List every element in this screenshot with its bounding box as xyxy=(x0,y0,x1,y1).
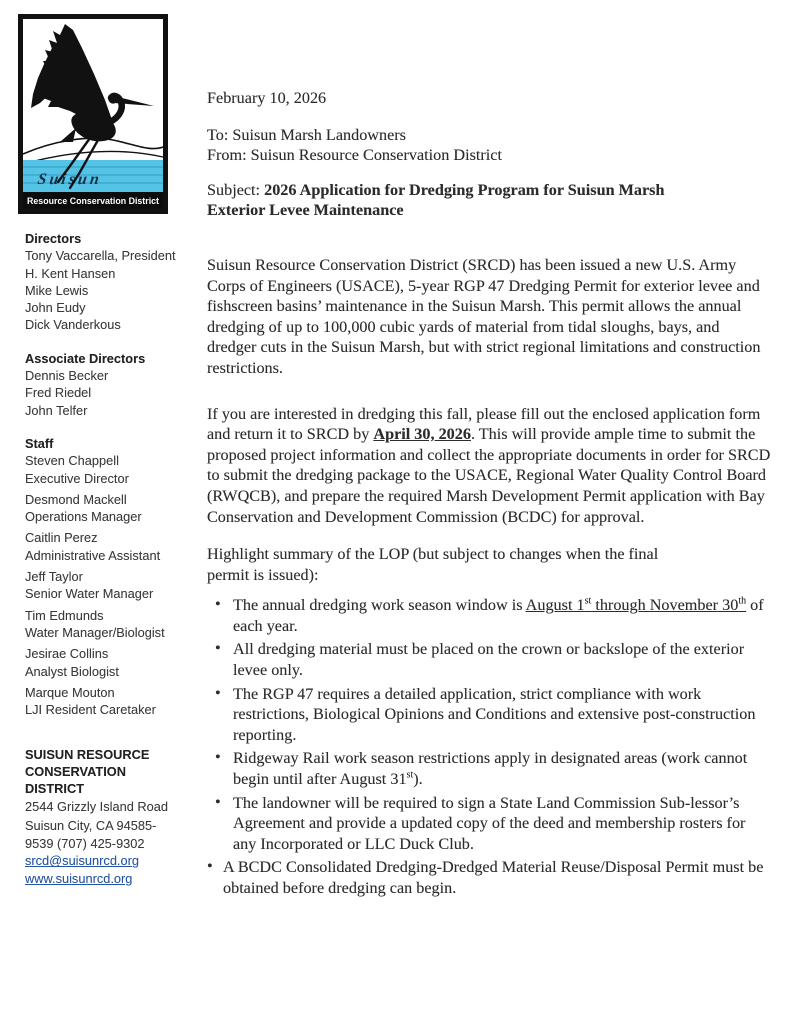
directors-heading: Directors xyxy=(25,231,82,246)
associate-director-name: Dennis Becker xyxy=(25,368,109,384)
staff-title: Operations Manager xyxy=(25,509,142,525)
bullet-dot: • xyxy=(207,857,213,876)
letter-from-line: From: Suisun Resource Conservation District xyxy=(207,146,502,165)
staff-name: Desmond Mackell xyxy=(25,491,127,507)
bullet-landowner-agreement: • The landowner will be required to sign a State Land Commission Sub-lessor’s Agreement and provide a updated copy of the deed and membership rosters for any Incorporated or LLC Duck Club. xyxy=(215,792,746,853)
bullet-dot: • xyxy=(215,639,221,658)
bullet-dot: • xyxy=(215,683,221,702)
paragraph-application-deadline: If you are interested in dredging this fall, please fill out the enclosed application form and return it to SRCD by April 30, 2026. This will provide ample time to submit the proposed project information and collect the appropriate documents in order for SRCD to submit the dredging package to the USACE, Regional Water Quality Control Board (RWQCB), and prepare the required Marsh Development Permit application with Bay Conservation and Development Commission (BCDC) for approval. xyxy=(207,404,771,526)
bullet-dot: • xyxy=(215,595,221,614)
staff-name: Steven Chappell xyxy=(25,453,119,469)
staff-name: Tim Edmunds xyxy=(25,607,104,623)
sidebar xyxy=(25,230,200,887)
letter-subject xyxy=(207,180,707,221)
letter-body xyxy=(207,88,772,902)
org-address-line: 2544 Grizzly Island Road xyxy=(25,799,168,815)
staff-section xyxy=(25,435,200,718)
staff-member xyxy=(25,529,200,564)
associate-directors-heading: Associate Directors xyxy=(25,350,146,366)
bullet-dot: • xyxy=(215,748,221,767)
staff-title: Analyst Biologist xyxy=(25,663,119,679)
staff-title: LJI Resident Caretaker xyxy=(25,702,156,718)
staff-member xyxy=(25,568,200,603)
org-name-line: CONSERVATION xyxy=(25,764,126,780)
staff-member xyxy=(25,645,200,680)
lop-bullet-list xyxy=(207,595,772,898)
associate-director-name: Fred Riedel xyxy=(25,385,92,401)
bullet-dot: • xyxy=(215,792,221,811)
staff-member xyxy=(25,452,200,487)
bullet-work-season: • The annual dredging work season window is August 1st through November 30th of each year. xyxy=(215,595,764,635)
staff-name: Marque Mouton xyxy=(25,684,115,700)
director-name: John Eudy xyxy=(25,300,86,316)
associate-director-name: John Telfer xyxy=(25,402,88,418)
director-name: Mike Lewis xyxy=(25,282,89,298)
org-name-line: SUISUN RESOURCE xyxy=(25,747,150,763)
org-address-line: 9539 (707) 425-9302 xyxy=(25,836,145,852)
org-email-link[interactable]: srcd@suisunrcd.org xyxy=(25,853,139,869)
staff-title: Senior Water Manager xyxy=(25,586,154,602)
org-website-link[interactable]: www.suisunrcd.org xyxy=(25,870,133,886)
staff-name: Jeff Taylor xyxy=(25,569,83,585)
director-name: H. Kent Hansen xyxy=(25,265,116,281)
org-name-line: DISTRICT xyxy=(25,781,85,797)
highlight-summary-intro: Highlight summary of the LOP (but subject to changes when the final permit is issued): xyxy=(207,545,659,584)
staff-heading: Staff xyxy=(25,435,54,451)
staff-member xyxy=(25,491,200,526)
staff-title: Water Manager/Biologist xyxy=(25,624,165,640)
staff-member xyxy=(25,607,200,642)
bullet-ridgeway-rail: • Ridgeway Rail work season restrictions apply in designated areas (work cannot begin until after August 31st). xyxy=(215,748,748,789)
subject-label: Subject: xyxy=(207,180,265,199)
director-name: Dick Vanderkous xyxy=(25,317,121,333)
org-address-block xyxy=(25,746,200,886)
staff-title: Administrative Assistant xyxy=(25,547,161,563)
staff-name: Jesirae Collins xyxy=(25,646,109,662)
subject-text: 2026 Application for Dredging Program for Suisun Marsh Exterior Levee Maintenance xyxy=(207,180,665,220)
deadline-date: April 30, 2026 xyxy=(373,425,471,444)
associate-directors-section xyxy=(25,350,200,419)
srcd-logo xyxy=(18,14,168,214)
logo-banner-text: Resource Conservation District xyxy=(27,196,159,206)
directors-section xyxy=(25,230,200,334)
heron-icon xyxy=(18,14,168,214)
director-name: Tony Vaccarella, President xyxy=(25,248,176,264)
org-address-line: Suisun City, CA 94585- xyxy=(25,817,157,833)
bullet-bcdc-permit: • A BCDC Consolidated Dredging-Dredged Material Reuse/Disposal Permit must be obtained before dredging can begin. xyxy=(207,857,764,897)
bullet-rgp47-requirements: • The RGP 47 requires a detailed application, strict compliance with work restrictions, Biological Opinions and Conditions and extensive post-construction reporting. xyxy=(215,683,756,744)
logo-script-text: Suisun xyxy=(36,171,104,188)
paragraph-permit-overview: Suisun Resource Conservation District (SRCD) has been issued a new U.S. Army Corps of Engineers (USACE), 5-year RGP 47 Dredging Permit for exterior levee and fishscreen basins’ maintenance in the Suisun Marsh. This permit allows the annual dredging of up to 100,000 cubic yards of material from tidal sloughs, bays, and dredger cuts in the Suisun Marsh, but with strict regional limitations and construction restrictions. xyxy=(207,255,761,377)
letter-date: February 10, 2026 xyxy=(207,89,327,107)
letter-to-line: To: Suisun Marsh Landowners xyxy=(207,125,406,144)
staff-title: Executive Director xyxy=(25,470,129,486)
underlined-date-range: August 1st through November 30th xyxy=(525,595,747,615)
staff-name: Caitlin Perez xyxy=(25,530,98,546)
staff-member xyxy=(25,684,200,719)
bullet-material-placement: • All dredging material must be placed on the crown or backslope of the exterior levee only. xyxy=(215,639,745,680)
